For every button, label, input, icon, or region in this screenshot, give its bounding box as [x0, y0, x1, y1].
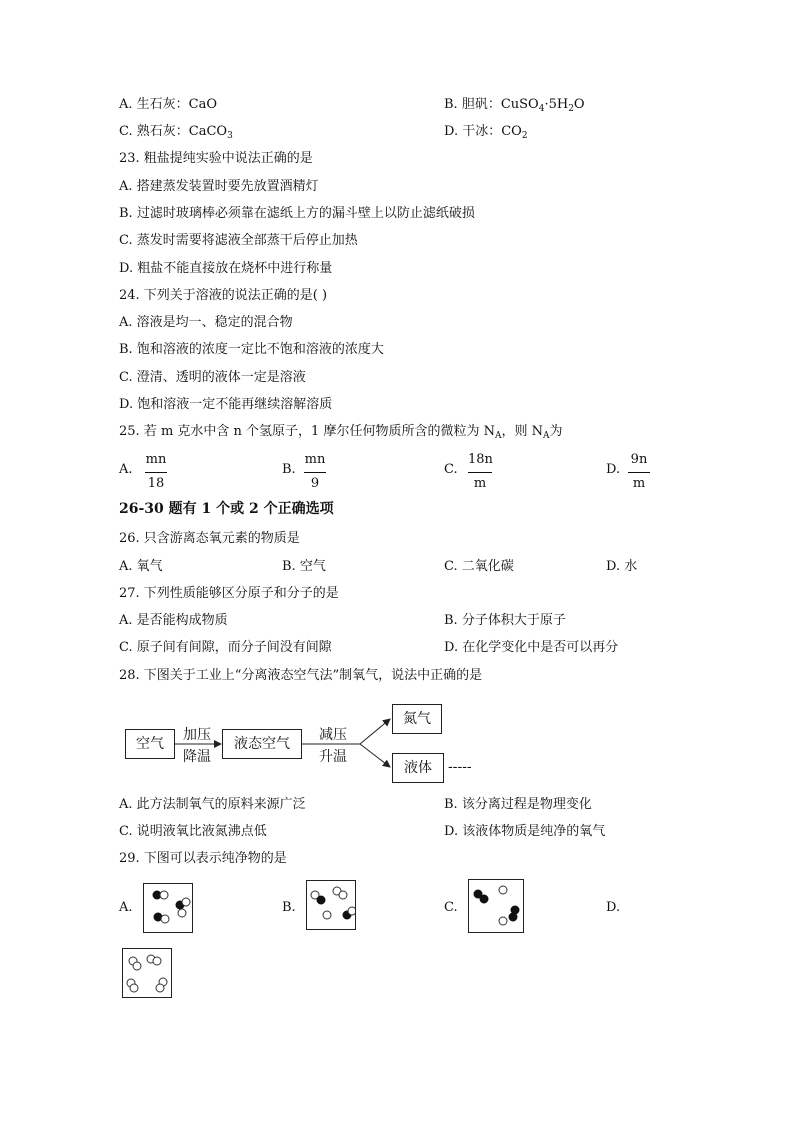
molecule-diagram-c	[469, 880, 523, 932]
q24-option-d: D. 饱和溶液一定不能再继续溶解溶质	[119, 397, 333, 412]
q26-option-c: C. 二氧化碳	[444, 559, 514, 574]
q23-option-d: D. 粗盐不能直接放在烧杯中进行称量	[119, 261, 333, 276]
q27-stem: 27. 下列性质能够区分原子和分子的是	[119, 586, 339, 601]
q26-option-a: A. 氧气	[119, 559, 163, 574]
molecule-box-c	[468, 879, 524, 933]
q27-option-c: C. 原子间有间隙，而分子间没有间隙	[119, 640, 332, 655]
label-cool: 降温	[183, 749, 211, 765]
label-pressurize: 加压	[183, 727, 211, 743]
q23-stem: 23. 粗盐提纯实验中说法正确的是	[119, 151, 313, 166]
q26-stem: 26. 只含游离态氧元素的物质是	[119, 531, 300, 546]
molecule-box-d	[122, 948, 172, 998]
q26-option-b: B. 空气	[282, 559, 326, 574]
q24-stem: 24. 下列关于溶液的说法正确的是( )	[119, 288, 328, 303]
arrow-to-liquid	[360, 744, 390, 767]
box-liquid: 液体	[392, 753, 444, 783]
q22-option-c: C. 熟石灰：CaCO$_3$	[119, 124, 233, 141]
label-heat: 升温	[319, 749, 347, 765]
q28-option-a: A. 此方法制氧气的原料来源广泛	[119, 797, 306, 812]
q29-label-a: A.	[119, 900, 133, 915]
q23-option-a: A. 搭建蒸发装置时要先放置酒精灯	[119, 179, 319, 194]
q28-option-c: C. 说明液氧比液氮沸点低	[119, 824, 267, 839]
molecule-box-a	[143, 883, 193, 933]
q28-stem: 28. 下图关于工业上“分离液态空气法”制氧气，说法中正确的是	[119, 668, 483, 683]
molecule-diagram-b	[307, 881, 355, 929]
dashes: -----	[448, 759, 472, 775]
q23-option-c: C. 蒸发时需要将滤液全部蒸干后停止加热	[119, 233, 358, 248]
arrow-to-nitrogen	[360, 719, 390, 744]
q22-option-b: B. 胆矾：$CuSO_4\cdot 5H_2O$	[444, 97, 585, 114]
section-heading: 26-30 题有 1 个或 2 个正确选项	[119, 501, 334, 517]
q28-option-b: B. 该分离过程是物理变化	[444, 797, 592, 812]
q24-option-a: A. 溶液是均一、稳定的混合物	[119, 315, 293, 330]
q29-label-c: C.	[444, 900, 458, 915]
box-air: 空气	[125, 729, 175, 759]
q29-stem: 29. 下图可以表示纯净物的是	[119, 851, 287, 866]
q26-option-d: D. 水	[606, 559, 638, 574]
box-nitrogen: 氮气	[392, 704, 442, 734]
q22-option-a: A. 生石灰：CaO	[119, 97, 218, 112]
molecule-diagram-d	[123, 949, 171, 997]
molecule-diagram-a	[144, 884, 192, 932]
q27-option-d: D. 在化学变化中是否可以再分	[444, 640, 619, 655]
q27-option-a: A. 是否能构成物质	[119, 613, 228, 628]
q29-label-b: B.	[282, 900, 296, 915]
q29-label-d: D.	[606, 900, 621, 915]
q24-option-c: C. 澄清、透明的液体一定是溶液	[119, 370, 306, 385]
q24-option-b: B. 饱和溶液的浓度一定比不饱和溶液的浓度大	[119, 342, 384, 357]
q28-option-d: D. 该液体物质是纯净的氧气	[444, 824, 606, 839]
box-liquid-air: 液态空气	[222, 729, 302, 759]
q22-option-d: D. 干冰：$CO_2$	[444, 124, 528, 141]
q23-option-b: B. 过滤时玻璃棒必须靠在滤纸上方的漏斗壁上以防止滤纸破损	[119, 206, 475, 221]
q27-option-b: B. 分子体积大于原子	[444, 613, 566, 628]
label-depressurize: 减压	[319, 727, 347, 743]
molecule-box-b	[306, 880, 356, 930]
q25-stem: 25. 若 m 克水中含 n 个氢原子，1 摩尔任何物质所含的微粒为 $N_A$，则 $N_A$为	[119, 424, 563, 441]
